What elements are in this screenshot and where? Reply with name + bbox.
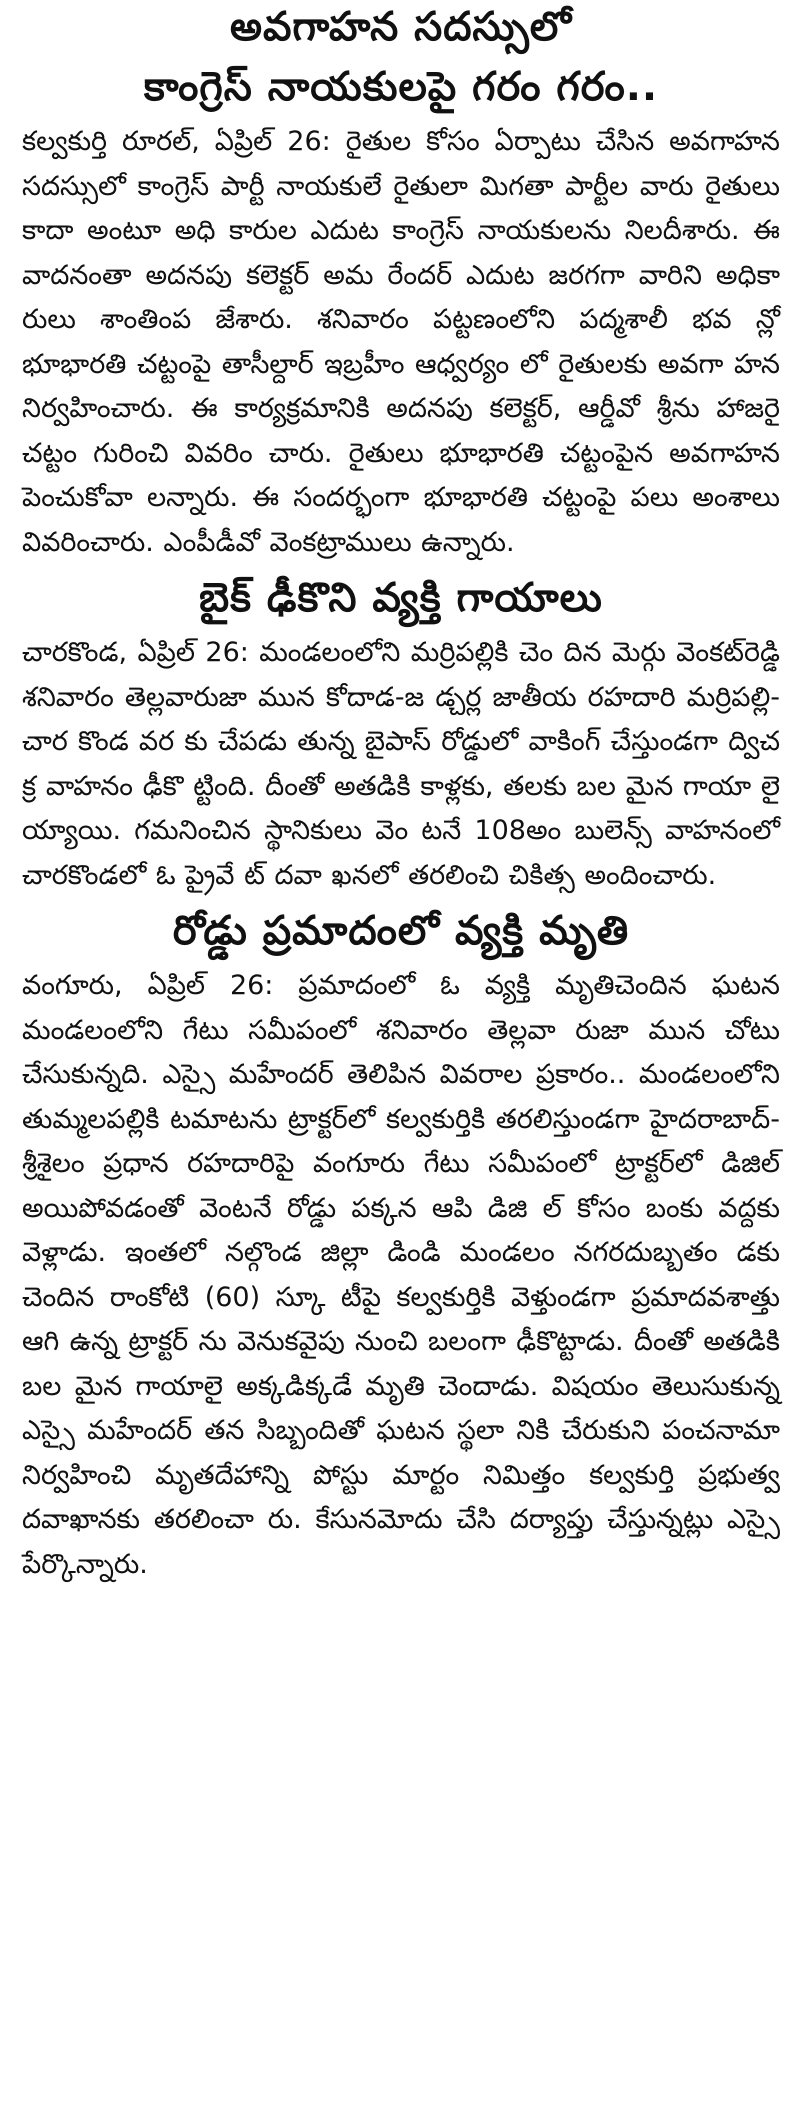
article-awareness-meeting [22, 0, 780, 565]
article-1-headline-line-1: అవగాహన సదస్సులో [229, 4, 572, 50]
article-2-body: చారకొండ, ఏప్రిల్ 26: మండలంలోని మర్రిపల్లికి చెం దిన మెర్గు వెంకట్‌రెడ్డి శనివారం తెల్లవారుజా మున కోదాడ-జ డ్చర్ల జాతీయ రహదారి మర్రిపల్లి-చార కొండ వర కు చేపడు తున్న బైపాస్ రోడ్డులో వాకింగ్ చేస్తుండగా ద్విచ క్ర వాహనం ఢీకొ ట్టింది. దీంతో అతడికి కాళ్లకు, తలకు బల మైన గాయా లై య్యాయి. గమనించిన స్థానికులు వెం టనే 108అం బులెన్స్ వాహనంలో చారకొండలో ఓ ప్రైవే ట్ దవా ఖనలో తరలించి చికిత్స అందించారు. [22, 637, 780, 891]
article-3-body: వంగూరు, ఏప్రిల్ 26: ప్రమాదంలో ఓ వ్యక్తి మృతిచెందిన ఘటన మండలంలోని గేటు సమీపంలో శనివారం తెల్లవా రుజా మున చోటు చేసుకున్నది. ఎస్సై మహేందర్ తెలిపిన వివరాల ప్రకారం.. మండలంలోని తుమ్మలపల్లికి టమాటను ట్రాక్టర్‌లో కల్వకుర్తికి తరలిస్తుండగా హైదరాబాద్-శ్రీశైలం ప్రధాన రహదారిపై వంగూరు గేటు సమీపంలో ట్రాక్టర్‌లో డిజిల్ అయిపోవడంతో వెంటనే రోడ్డు పక్కన ఆపి డిజి ల్ కోసం బంకు వద్దకు వెళ్లాడు. ఇంతలో నల్గొండ జిల్లా డిండి మండలం నగరదుబ్బతం డకు చెందిన రాంకోటి (60) స్కూ టీపై కల్వకుర్తికి వెళ్తుండగా ప్రమాదవశాత్తు ఆగి ఉన్న ట్రాక్టర్ ను వెనుకవైపు నుంచి బలంగా ఢీకొట్టాడు. దీంతో అతడికి బల మైన గాయాలై అక్కడిక్కడే మృతి చెందాడు. విషయం తెలుసుకున్న ఎస్సై మహేందర్ తన సిబ్బందితో ఘటన స్థలా నికి చేరుకుని పంచనామా నిర్వహించి మృతదేహాన్ని పోస్టు మార్టం నిమిత్తం కల్వకుర్తి ప్రభుత్వ దవాఖానకు తరలించా రు. కేసునమోదు చేసి దర్యాప్తు చేస్తున్నట్లు ఎస్సై పేర్కొన్నారు. [22, 970, 780, 1580]
article-bike-accident [22, 571, 780, 898]
article-3-headline: రోడ్డు ప్రమాదంలో వ్యక్తి మృతి [172, 908, 630, 954]
article-1-body: కల్వకుర్తి రూరల్, ఏప్రిల్ 26: రైతుల కోసం ఏర్పాటు చేసిన అవగాహన సదస్సులో కాంగ్రెస్ పార్టీ నాయకులే రైతులా మిగతా పార్టీల వారు రైతులు కాదా అంటూ అధి కారుల ఎదుట కాంగ్రెస్ నాయకులను నిలదీశారు. ఈ వాదనంతా అదనపు కలెక్టర్ అమ రేందర్ ఎదుట జరగగా వారిని అధికా రులు శాంతింప జేశారు. శనివారం పట్టణంలోని పద్మశాలీ భవ న్లో భూభారతి చట్టంపై తాసీల్దార్ ఇబ్రహీం ఆధ్వర్యం లో రైతులకు అవగా హన నిర్వహించారు. ఈ కార్యక్రమానికి అదనపు కలెక్టర్, ఆర్డీవో శ్రీను హాజరై చట్టం గురించి వివరిం చారు. రైతులు భూభారతి చట్టంపైన అవగాహన పెంచుకోవా లన్నారు. ఈ సందర్భంగా భూభారతి చట్టంపై పలు అంశాలు వివరించారు. ఎంపీడీవో వెంకట్రాములు ఉన్నారు. [22, 126, 780, 558]
article-road-accident-death [22, 904, 780, 1587]
article-2-headline: బైక్ ఢీకొని వ్యక్తి గాయాలు [199, 575, 603, 621]
article-1-headline-line-2: కాంగ్రెస్ నాయకులపై గరం గరం.. [143, 64, 659, 110]
